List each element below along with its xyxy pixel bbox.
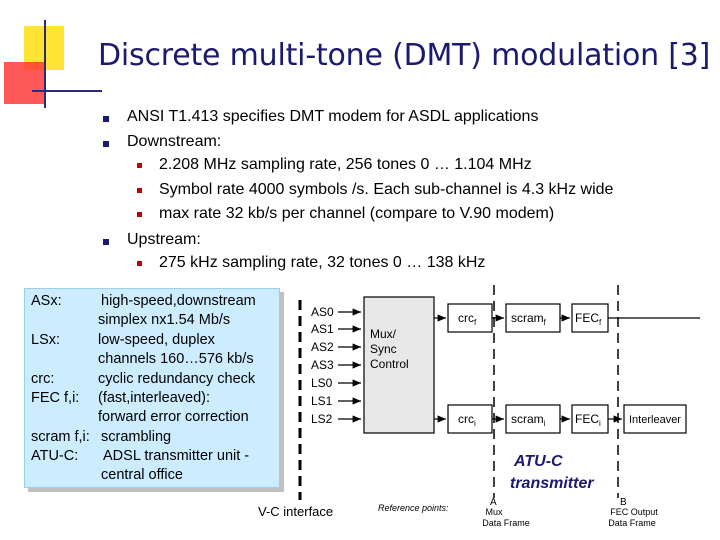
legend-term-scram: scram f,i: — [31, 429, 90, 445]
legend-def-asx-1: high-speed,downstream — [101, 293, 256, 309]
legend-def-atuc-1: ADSL transmitter unit - — [103, 448, 250, 464]
reference-points-label: Reference points: — [378, 503, 449, 513]
interleaver-label: Interleaver — [629, 414, 681, 426]
abbreviation-legend — [24, 288, 280, 488]
ref-a-text-line2: Data Frame — [482, 518, 530, 528]
legend-def-crc: cyclic redundancy check — [98, 371, 256, 387]
mux-label-line1: Mux/ — [370, 327, 397, 341]
legend-term-lsx: LSx: — [31, 332, 61, 348]
input-label-as0: AS0 — [311, 305, 334, 319]
ref-b-text-line1: FEC Output — [610, 507, 658, 517]
legend-def-asx-2: simplex nx1.54 Mb/s — [98, 312, 231, 328]
scram-fast-label: scram$_f$ — [511, 311, 546, 327]
input-label-ls0: LS0 — [311, 376, 333, 390]
bullet-downstream: Downstream: — [127, 133, 222, 150]
ref-a-letter: A — [490, 497, 497, 508]
crc-fast-label: crc$_f$ — [458, 311, 477, 327]
legend-def-scram: scrambling — [101, 429, 172, 445]
input-label-as2: AS2 — [311, 340, 334, 354]
legend-def-lsx-2: channels 160…576 kb/s — [98, 351, 254, 367]
input-label-as1: AS1 — [311, 322, 334, 336]
fec-fast-label: $FEC_f$ — [575, 311, 602, 327]
page-title: Discrete multi-tone (DMT) modulation [3] — [98, 38, 711, 73]
vc-interface-label: V-C interface — [258, 504, 334, 519]
crc-interleaved-label: crc$_i$ — [458, 412, 476, 428]
mux-label-line3: Control — [370, 357, 409, 371]
sub-bullet-max-rate: max rate 32 kb/s per channel (compare to V.90 modem) — [159, 205, 555, 222]
mux-label-line2: Sync — [370, 342, 397, 356]
ref-a-text-line1: Mux — [485, 507, 503, 517]
bullet-upstream: Upstream: — [127, 231, 201, 248]
sub-bullet-sampling: 2.208 MHz sampling rate, 256 tones 0 … 1.104 MHz — [159, 156, 532, 173]
fec-interleaved-label: $FEC_i$ — [575, 412, 601, 428]
legend-term-crc: crc: — [31, 371, 55, 387]
legend-def-fec-2: forward error correction — [98, 409, 249, 425]
sub-bullet-symbol-rate: Symbol rate 4000 symbols /s. Each sub-channel is 4.3 kHz wide — [159, 181, 614, 198]
legend-def-atuc-2: central office — [101, 467, 183, 483]
legend-def-lsx-1: low-speed, duplex — [98, 332, 215, 348]
atu-c-transmitter-label-line2: transmitter — [510, 475, 594, 492]
input-label-ls1: LS1 — [311, 394, 333, 408]
input-label-ls2: LS2 — [311, 412, 333, 426]
ref-b-text-line2: Data Frame — [608, 518, 656, 528]
ref-b-letter: B — [620, 497, 627, 508]
legend-term-fec: FEC f,i: — [31, 390, 80, 406]
input-label-as3: AS3 — [311, 358, 334, 372]
atu-c-transmitter-label-line1: ATU-C — [514, 453, 563, 470]
legend-def-fec-1: (fast,interleaved): — [98, 390, 211, 406]
sub-bullet-upstream-rate: 275 kHz sampling rate, 32 tones 0 … 138 kHz — [159, 254, 486, 271]
scram-interleaved-label: scram$_i$ — [511, 412, 546, 428]
legend-term-asx: ASx: — [31, 293, 62, 309]
bullet-ansi: ANSI T1.413 specifies DMT modem for ASDL applications — [127, 108, 539, 125]
legend-term-atuc: ATU-C: — [31, 448, 79, 464]
